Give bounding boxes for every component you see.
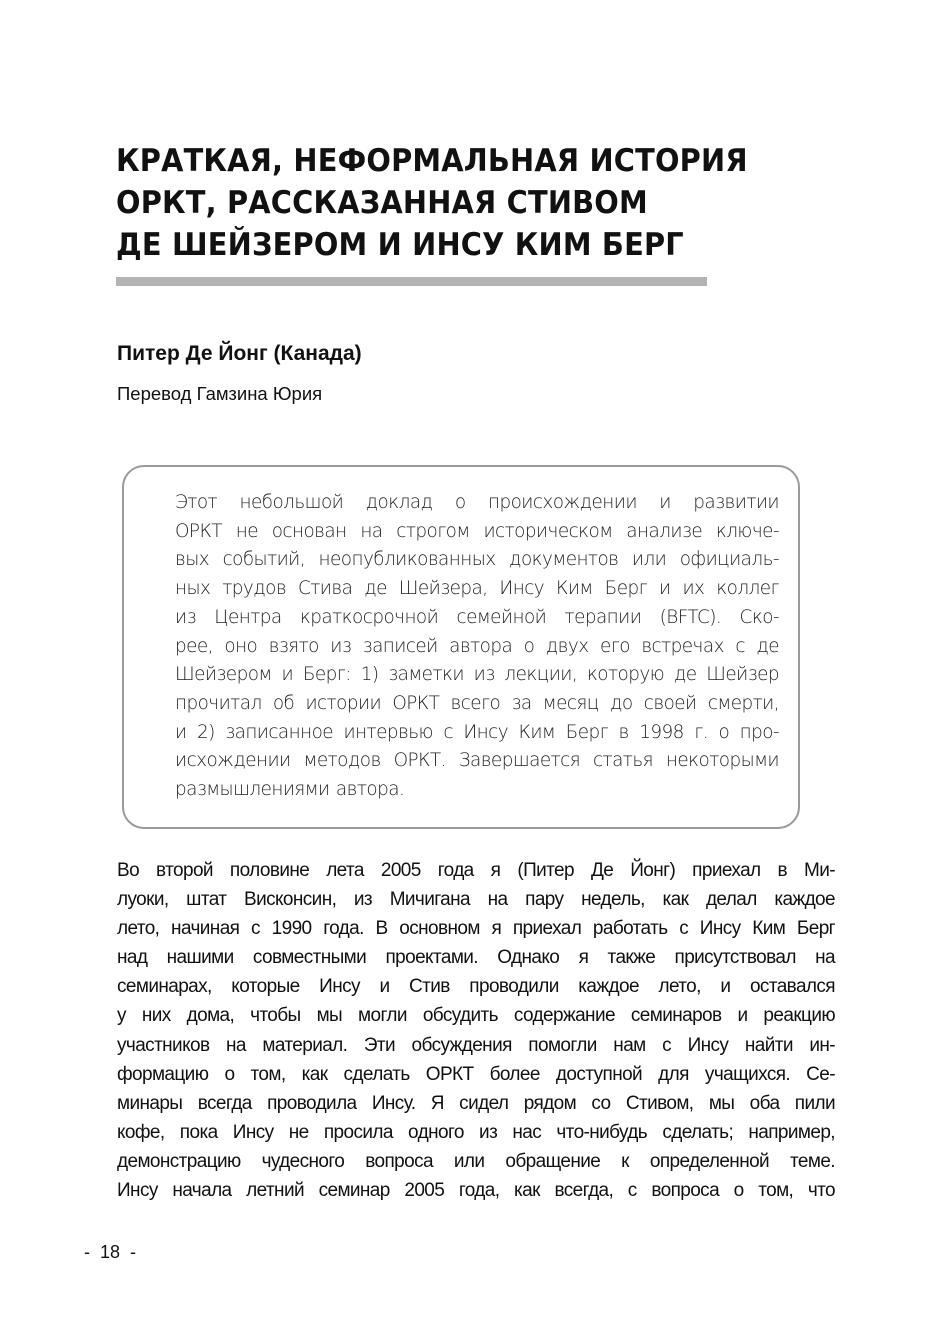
abstract-line: Этот небольшой доклад о происхождении и развитии [175, 492, 779, 513]
title-line-3: ДЕ ШЕЙЗЕРОМ И ИНСУ КИМ БЕРГ [116, 227, 684, 263]
author-name: Питер Де Йонг (Канада) [117, 342, 362, 365]
body-line: луоки, штат Висконсин, из Мичигана на пару недель, как делал каждое [117, 889, 835, 911]
abstract-line: ных трудов Стива де Шейзера, Инсу Ким Берг и их коллег [175, 578, 779, 600]
body-line: демонстрацию чудесного вопроса или обращение к определенной теме. [117, 1150, 835, 1172]
page-number: - 18 - [84, 1242, 137, 1262]
body-line: семинарах, которые Инсу и Стив проводили каждое лето, и оставался [117, 976, 835, 998]
body-line: формацию о том, как сделать ОРКТ более доступной для учащихся. Се- [117, 1063, 835, 1085]
abstract-text [149, 489, 779, 805]
translator-credit: Перевод Гамзина Юрия [117, 383, 323, 404]
abstract-line: Шейзером и Берг: 1) заметки из лекции, которую де Шейзер [175, 664, 779, 686]
abstract-box [122, 465, 800, 829]
abstract-line: ОРКТ не основан на строгом историческом анализе ключе- [175, 520, 779, 542]
abstract-line: рее, оно взято из записей автора о двух его встречах с де [175, 635, 779, 657]
body-line: Во второй половине лета 2005 года я (Питер Де Йонг) приехал в Ми- [117, 860, 835, 881]
body-line: над нашими совместными проектами. Однако я также присутствовал на [117, 947, 835, 969]
title-line-1: КРАТКАЯ, НЕФОРМАЛЬНАЯ ИСТОРИЯ [116, 143, 748, 179]
abstract-line: вых событий, неопубликованных документов или официаль- [175, 549, 779, 571]
title-underline-rule [116, 277, 707, 286]
abstract-line: размышлениями автора. [175, 779, 405, 801]
abstract-line: и 2) записанное интервью с Инсу Ким Берг в 1998 г. о про- [175, 721, 779, 743]
abstract-line: прочитал об истории ОРКТ всего за месяц до своей смерти, [175, 692, 779, 714]
body-paragraph [117, 856, 835, 1205]
abstract-line: из Центра краткосрочной семейной терапии (BFTC). Ско- [175, 606, 779, 628]
body-line: у них дома, чтобы мы могли обсудить содержание семинаров и реакцию [117, 1005, 835, 1027]
title-line-2: ОРКТ, РАССКАЗАННАЯ СТИВОМ [116, 185, 648, 221]
body-line: участников на материал. Эти обсуждения помогли нам с Инсу найти ин- [117, 1034, 835, 1056]
body-line: кофе, пока Инсу не просила одного из нас что-нибудь сделать; например, [117, 1121, 835, 1143]
article-title [116, 140, 767, 266]
body-line: Инсу начала летний семинар 2005 года, как всегда, с вопроса о том, что [117, 1180, 835, 1202]
body-line: лето, начиная с 1990 года. В основном я приехал работать с Инсу Ким Берг [117, 918, 835, 940]
body-line: минары всегда проводила Инсу. Я сидел рядом со Стивом, мы оба пили [117, 1092, 835, 1114]
abstract-line: исхождении методов ОРКТ. Завершается статья некоторыми [175, 750, 779, 772]
